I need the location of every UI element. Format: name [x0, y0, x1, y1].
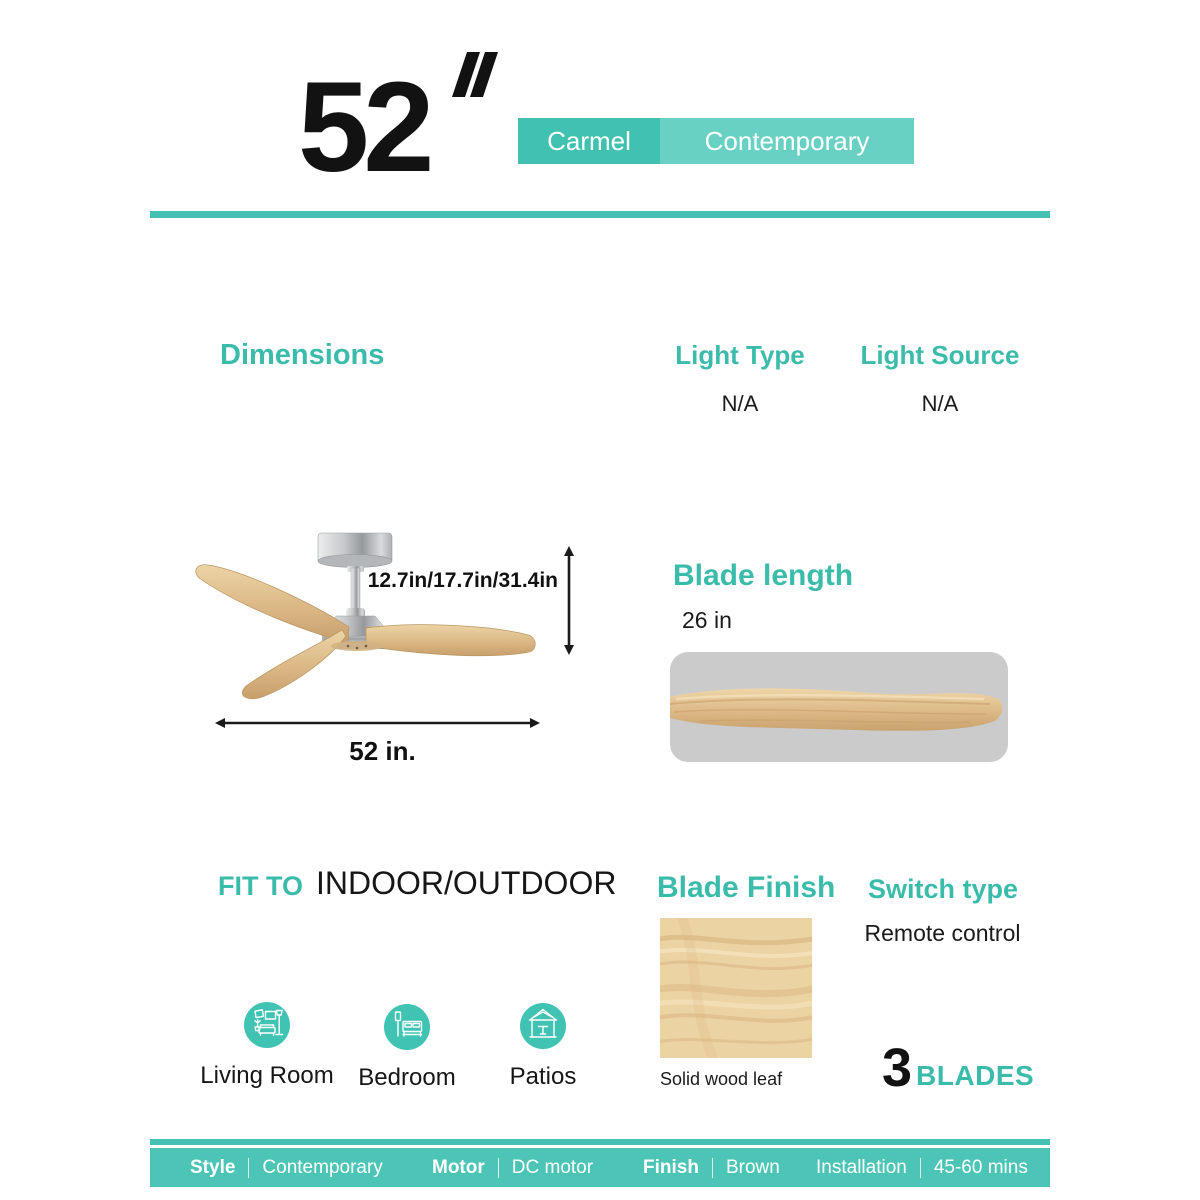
spec-label: Finish — [643, 1156, 699, 1178]
blade-count — [882, 1038, 1035, 1098]
wood-finish-swatch — [660, 918, 812, 1058]
light-type-title: Light Type — [675, 340, 805, 370]
dimensions-title: Dimensions — [220, 339, 385, 371]
living-room-icon — [244, 1002, 290, 1048]
inch-mark-icon — [452, 52, 498, 97]
spec-installation — [816, 1148, 1028, 1187]
spec-value: Contemporary — [262, 1156, 383, 1178]
spec-motor — [432, 1148, 593, 1187]
room-bedroom — [342, 1004, 472, 1092]
product-name-badge: Carmel — [518, 118, 660, 164]
bedroom-icon — [384, 1004, 430, 1050]
light-source-block — [852, 340, 1028, 417]
switch-type-title: Switch type — [867, 874, 1019, 904]
patio-icon — [520, 1003, 566, 1049]
spec-finish — [643, 1148, 780, 1187]
spec-divider — [498, 1158, 499, 1178]
fit-to-label: FIT TO — [218, 871, 303, 901]
blade-count-number: 3 — [882, 1038, 913, 1098]
spec-style — [190, 1148, 383, 1187]
spec-label: Motor — [432, 1156, 485, 1178]
width-arrow — [215, 718, 540, 728]
light-source-value: N/A — [921, 391, 959, 416]
room-label: Patios — [509, 1063, 577, 1090]
switch-type-value: Remote control — [864, 920, 1021, 946]
footer-spec-bar — [150, 1148, 1050, 1187]
spec-value: 45-60 mins — [933, 1156, 1028, 1178]
room-label: Living Room — [200, 1062, 334, 1089]
spec-value: Brown — [725, 1156, 780, 1178]
blade-length-value: 26 in — [682, 607, 732, 633]
wood-finish-caption: Solid wood leaf — [660, 1069, 783, 1089]
divider-line — [150, 211, 1050, 218]
light-type-value: N/A — [721, 391, 759, 416]
light-source-title: Light Source — [860, 340, 1020, 370]
spec-divider — [248, 1158, 249, 1178]
fan-size-number: 52 — [298, 56, 429, 199]
product-style-badge: Contemporary — [660, 118, 914, 164]
room-living-room — [197, 1002, 337, 1090]
spec-label: Installation — [816, 1156, 907, 1178]
footer-stripe — [150, 1139, 1050, 1145]
spec-divider — [920, 1158, 921, 1178]
light-type-block — [660, 340, 820, 417]
blade-image — [670, 652, 1008, 762]
blade-length-title: Blade length — [673, 559, 854, 592]
blade-count-label: BLADES — [916, 1060, 1035, 1091]
room-patios — [483, 1003, 603, 1091]
spec-label: Style — [190, 1156, 236, 1178]
spec-divider — [712, 1158, 713, 1178]
fit-to-value: INDOOR/OUTDOOR — [316, 865, 617, 901]
fan-width-dimension: 52 in. — [349, 736, 416, 766]
fan-height-dimension: 12.7in/17.7in/31.4in — [367, 569, 558, 592]
height-arrow — [564, 546, 574, 655]
blade-finish-title: Blade Finish — [657, 871, 836, 904]
room-label: Bedroom — [358, 1064, 456, 1091]
product-badge — [518, 118, 914, 164]
spec-value: DC motor — [511, 1156, 594, 1178]
